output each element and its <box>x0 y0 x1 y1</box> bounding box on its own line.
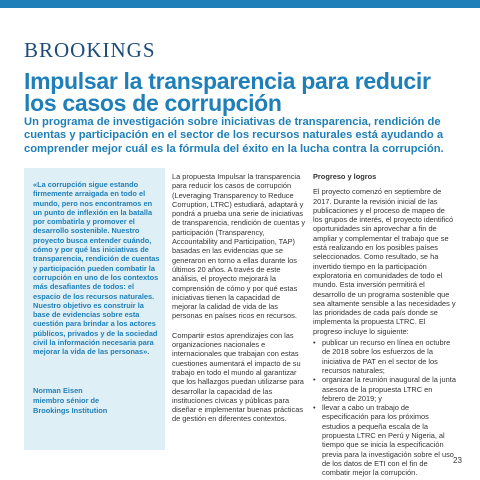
quote-attribution <box>33 386 158 415</box>
quote-author-org: Brookings Institution <box>33 405 108 415</box>
progress-list <box>313 338 456 477</box>
page-number: 23 <box>453 456 462 465</box>
progress-paragraph: El proyecto comenzó en septiembre de 2017. Durante la revisión inicial de las publicaciones y el proceso de mapeo de los grupos de interés, el proyecto identificó oportunidades sin aprovechar a fin de ampliar y complementar el trabajo que se está realizando en los posibles países seleccionados. Como resultado, se ha invertido tiempo en la participación exploratoria en comunidades de todo el mundo. Esta inversión permitirá el desarrollo de un programa sostenible que sea altamente sensible a las necesidades y las prioridades de cada país donde se implementa la propuesta LTRC. El progreso incluye lo siguiente: <box>313 187 456 336</box>
middle-paragraph-2: Compartir estos aprendizajes con las organizaciones nacionales e internacionales que trabajan con estas cuestiones aumentará el impacto de su trabajo en todo el mundo al garantizar que los hallazgos puedan utilizarse para desarrollar la capacidad de las instituciones cívicas y públicas para diseñar e implementar buenas prácticas de gestión en diferentes contextos. <box>172 330 304 424</box>
page-subtitle: Un programa de investigación sobre iniciativas de transparencia, rendición de cuentas y participación en el sector de los recursos naturales está ayudando a comprender mejor cuál es la fórmula del éxito en la lucha contra la corrupción. <box>24 116 444 155</box>
middle-paragraph-1: La propuesta Impulsar la transparencia para reducir los casos de corrupción (Leveraging Transparency to Reduce Corruption, LTRC) estudiará, adaptará y pondrá a prueba una serie de iniciativas de transparencia, rendición de cuentas y participación (Transparency, Accountability and Participation, TAP) basadas en las evidencias que se generaron en torno a ellas durante los últimos 20 años. A través de este análisis, el proyecto mejorará la comprensión de cómo y por qué estas iniciativas tienen la capacidad de mejorar la calidad de vida de las personas en países ricos en recursos. <box>172 172 306 321</box>
page-title: Impulsar la transparencia para reducir los casos de corrupción <box>24 68 431 116</box>
progress-list-item: • publicar un recurso en línea en octubre de 2018 sobre los esfuerzos de la iniciativa de PAT en el sector de los recursos naturales; <box>313 338 456 375</box>
progress-list-item: • organizar la reunión inaugural de la junta asesora de la propuesta LTRC en febrero de 2019; y <box>313 375 456 403</box>
quote-author-role: miembro sénior de <box>33 395 100 405</box>
top-accent-bar <box>0 0 480 8</box>
progress-list-item: • llevar a cabo un trabajo de especificación para los próximos estudios a pequeña escala de la propuesta LTRC en Perú y Nigeria, al tiempo que se inicia la especificación previa para la investigación sobre el uso de los datos de ETI con el fin de combatir mejor la corrupción. <box>313 403 456 477</box>
middle-column <box>172 172 307 434</box>
quote-text: «La corrupción sigue estando firmemente arraigada en todo el mundo, pero nos encontramos en un punto de inflexión en la batalla por combatirla y promover el desarrollo sostenible. Nuestro proyecto busca entender cuándo, cómo y por qué las iniciativas de transparencia, rendición de cuentas y participación pueden combatir la corrupción en uno de los contextos más desafiantes de todos: el espacio de los recursos naturales. Nuestro objetivo es construir la base de evidencias sobre esta cuestión para brindar a los actores públicos, privados y de la sociedad civil la información necesaria para mejorar la vida de las personas». <box>33 180 160 357</box>
right-column <box>313 172 456 478</box>
progress-heading: Progreso y logros <box>313 172 377 181</box>
brookings-logo: BROOKINGS <box>24 38 156 62</box>
quote-author-name: Norman Eisen <box>33 386 83 395</box>
